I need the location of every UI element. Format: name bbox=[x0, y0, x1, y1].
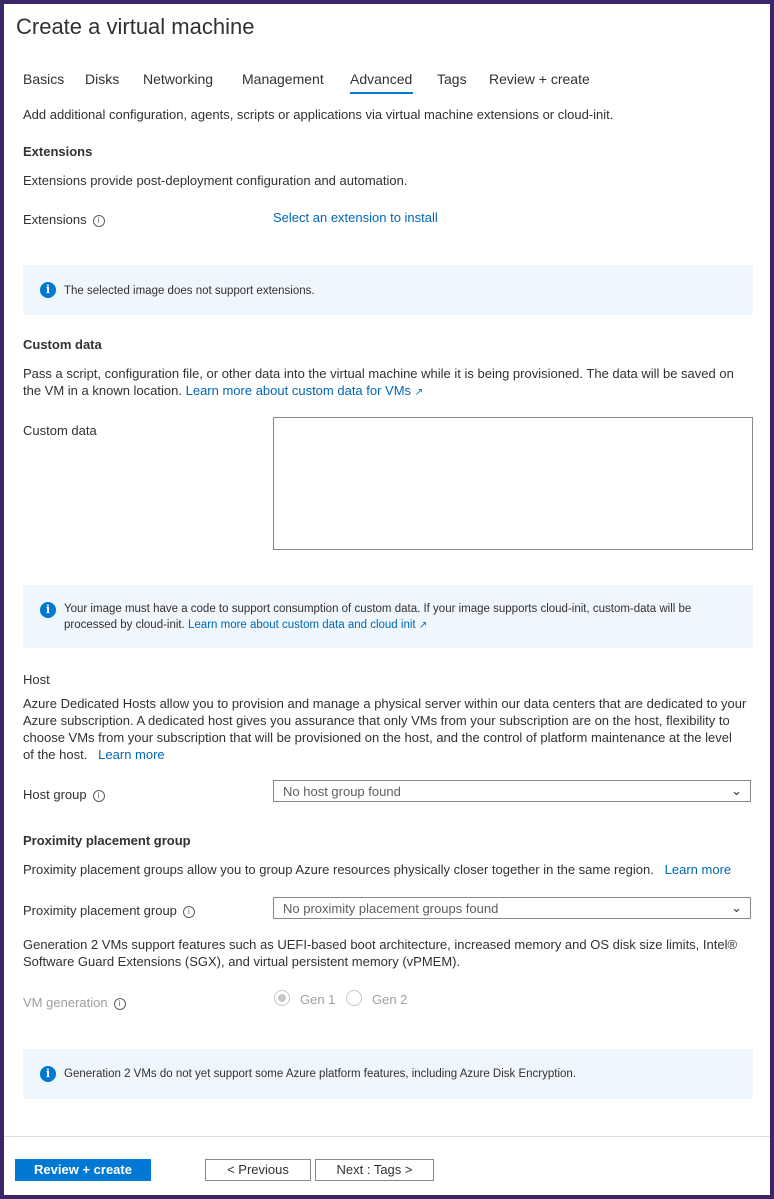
host-heading: Host bbox=[23, 672, 50, 687]
host-group-select[interactable] bbox=[273, 780, 751, 802]
custom-data-heading: Custom data bbox=[23, 337, 102, 352]
ppg-heading: Proximity placement group bbox=[23, 833, 191, 848]
ppg-learn-more-link[interactable]: Learn more bbox=[664, 862, 732, 877]
ppg-select-value: No proximity placement groups found bbox=[283, 901, 499, 916]
next-tags-button[interactable]: Next : Tags > bbox=[315, 1159, 434, 1181]
custom-data-label: Custom data bbox=[23, 423, 97, 438]
intro-text: Add additional configuration, agents, scripts or applications via virtual machine extensions or cloud-init. bbox=[23, 107, 614, 122]
info-icon: i bbox=[40, 1066, 56, 1082]
external-link-icon: ↗ bbox=[414, 387, 424, 398]
generation-info-banner bbox=[23, 1049, 753, 1099]
tab-networking[interactable]: Networking bbox=[143, 71, 214, 87]
custom-data-banner-line2: processed by cloud-init. Learn more about custom data and cloud init ↗ bbox=[64, 619, 428, 631]
custom-data-description-line1: Pass a script, configuration file, or other data into the virtual machine while it is being provisioned. The data will be saved on bbox=[23, 366, 734, 381]
extensions-heading: Extensions bbox=[23, 144, 93, 159]
host-description-line3: choose VMs from your subscription that will be provisioned on the host, and the control of platform maintenance at the level bbox=[23, 730, 732, 745]
footer-divider bbox=[4, 1136, 770, 1137]
external-link-icon: ↗ bbox=[418, 620, 428, 631]
host-learn-more-link[interactable]: Learn more bbox=[98, 747, 165, 762]
info-icon: i bbox=[40, 282, 56, 298]
ppg-description: Proximity placement groups allow you to group Azure resources physically closer together in the same region. Learn more bbox=[23, 862, 732, 877]
info-icon[interactable]: i bbox=[114, 998, 126, 1010]
generation-banner-text: Generation 2 VMs do not yet support some Azure platform features, including Azure Disk Encryption. bbox=[64, 1068, 577, 1080]
gen1-label: Gen 1 bbox=[300, 992, 336, 1007]
host-description-line1: Azure Dedicated Hosts allow you to provision and manage a physical server within our data centers that are dedicated to your bbox=[23, 696, 747, 711]
custom-data-textarea[interactable] bbox=[273, 417, 753, 550]
gen2-radio[interactable] bbox=[346, 990, 362, 1006]
host-group-select-value: No host group found bbox=[283, 784, 401, 799]
info-icon: i bbox=[40, 602, 56, 618]
chevron-down-icon: ⌄ bbox=[731, 900, 742, 915]
info-icon[interactable]: i bbox=[183, 906, 195, 918]
host-description-line4: of the host. Learn more bbox=[23, 747, 165, 762]
custom-data-description-line2: the VM in a known location. Learn more about custom data for VMs ↗ bbox=[23, 383, 424, 398]
generation-description-line1: Generation 2 VMs support features such as UEFI-based boot architecture, increased memory and OS disk size limits, Intel® bbox=[23, 937, 738, 952]
extensions-label: Extensions i bbox=[23, 211, 105, 228]
tab-tags[interactable]: Tags bbox=[437, 71, 467, 87]
extensions-banner-text: The selected image does not support extensions. bbox=[64, 285, 315, 297]
extensions-info-banner bbox=[23, 265, 753, 315]
host-description-line2: Azure subscription. A dedicated host gives you assurance that only VMs from your subscription are on the host, flexibility to bbox=[23, 713, 730, 728]
active-tab-indicator bbox=[350, 92, 413, 94]
select-extension-link[interactable]: Select an extension to install bbox=[273, 210, 438, 225]
custom-data-learn-more-link[interactable]: Learn more about custom data for VMs bbox=[185, 383, 412, 398]
gen1-radio[interactable] bbox=[274, 990, 290, 1006]
tab-management[interactable]: Management bbox=[242, 71, 324, 87]
custom-data-cloud-init-link[interactable]: Learn more about custom data and cloud init bbox=[188, 619, 416, 631]
previous-button[interactable]: < Previous bbox=[205, 1159, 311, 1181]
tab-advanced[interactable]: Advanced bbox=[350, 71, 413, 87]
info-icon[interactable]: i bbox=[93, 790, 105, 802]
radio-selected-dot bbox=[278, 994, 286, 1002]
custom-data-info-banner bbox=[23, 585, 753, 648]
tab-basics[interactable]: Basics bbox=[23, 71, 65, 87]
info-icon[interactable]: i bbox=[93, 215, 105, 227]
tab-disks[interactable]: Disks bbox=[85, 71, 120, 87]
custom-data-banner-line1: Your image must have a code to support consumption of custom data. If your image supports cloud-init, custom-data will be bbox=[64, 603, 692, 615]
vm-generation-label: VM generation i bbox=[23, 994, 126, 1011]
tab-review-create[interactable]: Review + create bbox=[489, 71, 590, 87]
review-create-button[interactable]: Review + create bbox=[15, 1159, 151, 1181]
gen2-label: Gen 2 bbox=[372, 992, 408, 1007]
host-group-label: Host group i bbox=[23, 786, 105, 803]
page-title: Create a virtual machine bbox=[16, 14, 255, 39]
ppg-label: Proximity placement group i bbox=[23, 902, 195, 919]
chevron-down-icon: ⌄ bbox=[731, 783, 742, 798]
generation-description-line2: Software Guard Extensions (SGX), and virtual persistent memory (vPMEM). bbox=[23, 954, 461, 969]
extensions-description: Extensions provide post-deployment configuration and automation. bbox=[23, 173, 408, 188]
ppg-select[interactable] bbox=[273, 897, 751, 919]
